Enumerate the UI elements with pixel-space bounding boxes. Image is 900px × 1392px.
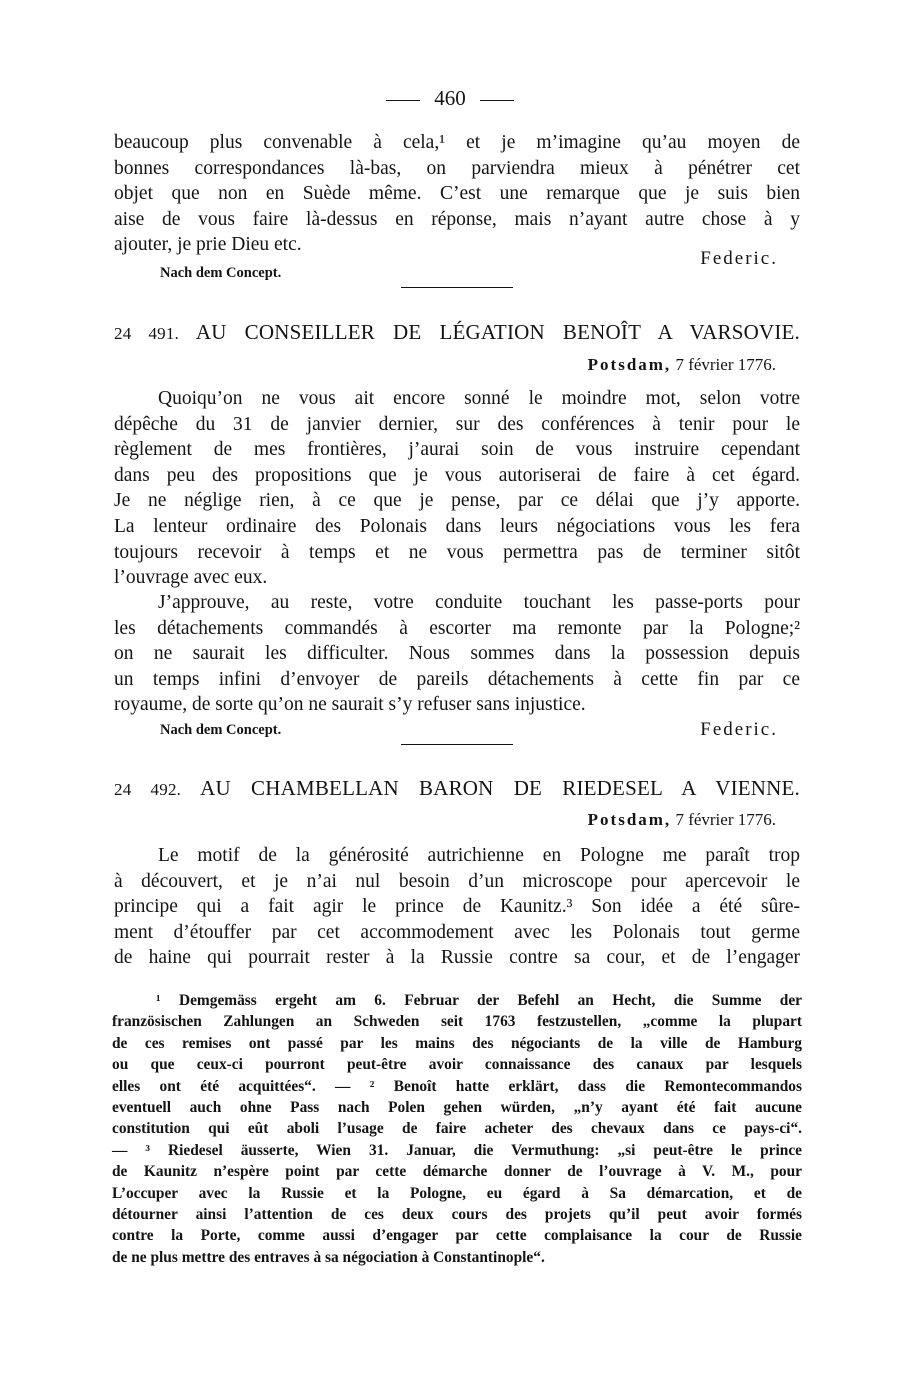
page-number-dash-right <box>480 100 514 101</box>
text-line: règlement de mes frontières, j’aurai soin de vous instruire cependant <box>114 439 800 461</box>
footnote-line: französischen Zahlungen an Schweden seit 1763 festzustellen, „comme la plupart <box>112 1013 802 1031</box>
letter-heading <box>114 320 800 345</box>
signature: Federic. <box>700 719 778 740</box>
letter-number: 24 491. <box>114 324 179 343</box>
letter-number: 24 492. <box>114 780 182 799</box>
text-line: à découvert, et je n’ai nul besoin d’un microscope pour apercevoir le <box>114 870 800 892</box>
text-line: objet que non en Suède même. C’est une remarque que je suis bien <box>114 183 800 205</box>
footnote-line: elles ont été acquittées“. — ² Benoît hatte erklärt, dass die Remontecommandos <box>112 1077 802 1095</box>
text-line: toujours recevoir à temps et ne vous permettra pas de terminer sitôt <box>114 541 800 563</box>
footnote-line: ou que ceux-ci pourront peut-être avoir connaissance des canaux par lesquels <box>112 1056 802 1074</box>
source-note: Nach dem Concept. <box>160 265 282 281</box>
footnote-line: L’occuper avec la Russie et la Pologne, eu égard à Sa démarcation, et de <box>112 1184 802 1202</box>
dateline-date: 7 février 1776. <box>675 355 776 374</box>
footnote-line: — ³ Riedesel äusserte, Wien 31. Januar, die Vermuthung: „si peut-être le prince <box>112 1141 802 1159</box>
text-line: Le motif de la générosité autrichienne en Pologne me paraît trop <box>158 845 800 866</box>
text-line: ajouter, je prie Dieu etc. <box>114 234 302 256</box>
text-line: Quoiqu’on ne vous ait encore sonné le moindre mot, selon votre <box>158 388 800 409</box>
letter-paragraph <box>114 386 800 591</box>
text-line: de haine qui pourrait rester à la Russie contre sa cour, et de l’engager <box>114 947 800 969</box>
dateline-place: Potsdam, <box>587 355 672 374</box>
text-line: principe qui a fait agir le prince de Kaunitz.³ Son idée a été sûre- <box>114 896 800 918</box>
text-line: dépêche du 31 de janvier dernier, sur des conférences à tenir pour le <box>114 413 800 435</box>
section-divider <box>401 744 513 745</box>
letter-paragraph <box>114 843 800 971</box>
dateline <box>588 355 776 375</box>
text-line: l’ouvrage avec eux. <box>114 567 268 589</box>
footnote-line: détourner ainsi l’attention de ces deux cours des projets qu’il peut avoir formés <box>112 1205 802 1223</box>
page-number-text: 460 <box>434 86 466 110</box>
text-line: bonnes correspondances là-bas, on parviendra mieux à pénétrer cet <box>114 157 800 179</box>
page-number <box>0 86 900 111</box>
source-note: Nach dem Concept. <box>160 722 282 738</box>
text-line: aise de vous faire là-dessus en réponse, mais n’ayant autre chose à y <box>114 208 800 230</box>
text-line: Je ne néglige rien, à ce que je pense, par ce délai que j’y apporte. <box>114 490 800 512</box>
text-line: on ne saurait les difficulter. Nous sommes dans la possession depuis <box>114 643 800 665</box>
text-line: beaucoup plus convenable à cela,¹ et je m’imagine qu’au moyen de <box>114 132 800 153</box>
footnote-line: eventuell auch ohne Pass nach Polen gehen würden, „n’y ayant été fait aucune <box>112 1098 802 1116</box>
section-divider <box>401 287 513 288</box>
footnote-line: de Kaunitz n’espère point par cette démarche donner de l’ouvrage à V. M., pour <box>112 1163 802 1181</box>
text-line: les détachements commandés à escorter ma remonte par la Pologne;² <box>114 617 800 639</box>
top-paragraph <box>114 130 800 258</box>
dateline-place: Potsdam, <box>587 810 672 829</box>
footnotes <box>112 990 802 1268</box>
footnote-line: de ces remises ont passé par les mains des négociants de la ville de Hamburg <box>112 1034 802 1052</box>
letter-title: AU CONSEILLER DE LÉGATION BENOÎT A VARSOVIE. <box>195 320 800 344</box>
text-line: royaume, de sorte qu’on ne saurait s’y refuser sans injustice. <box>114 694 586 716</box>
text-line: La lenteur ordinaire des Polonais dans leurs négociations vous les fera <box>114 515 800 537</box>
footnote-line: de ne plus mettre des entraves à sa négociation à Constantinople“. <box>112 1248 545 1266</box>
text-line: ment d’étouffer par cet accommodement avec les Polonais tout germe <box>114 921 800 943</box>
footnote-line: constitution qui eût aboli l’usage de faire acheter des chevaux dans ce pays-ci“. <box>112 1120 802 1138</box>
dateline-date: 7 février 1776. <box>675 810 776 829</box>
footnote-line: contre la Porte, comme aussi d’engager par cette complaisance la cour de Russie <box>112 1227 802 1245</box>
dateline <box>588 810 776 830</box>
signature: Federic. <box>700 248 778 269</box>
letter-title: AU CHAMBELLAN BARON DE RIEDESEL A VIENNE. <box>200 776 801 800</box>
text-line: un temps infini d’envoyer de pareils détachements à cette fin par ce <box>114 668 800 690</box>
text-line: dans peu des propositions que je vous autoriserai de faire à cet égard. <box>114 464 800 486</box>
text-line: J’approuve, au reste, votre conduite touchant les passe-ports pour <box>158 592 800 613</box>
footnote-line: ¹ Demgemäss ergeht am 6. Februar der Befehl an Hecht, die Summe der <box>156 992 802 1009</box>
page-number-dash-left <box>386 100 420 101</box>
letter-heading <box>114 776 800 801</box>
letter-paragraph <box>114 590 800 718</box>
